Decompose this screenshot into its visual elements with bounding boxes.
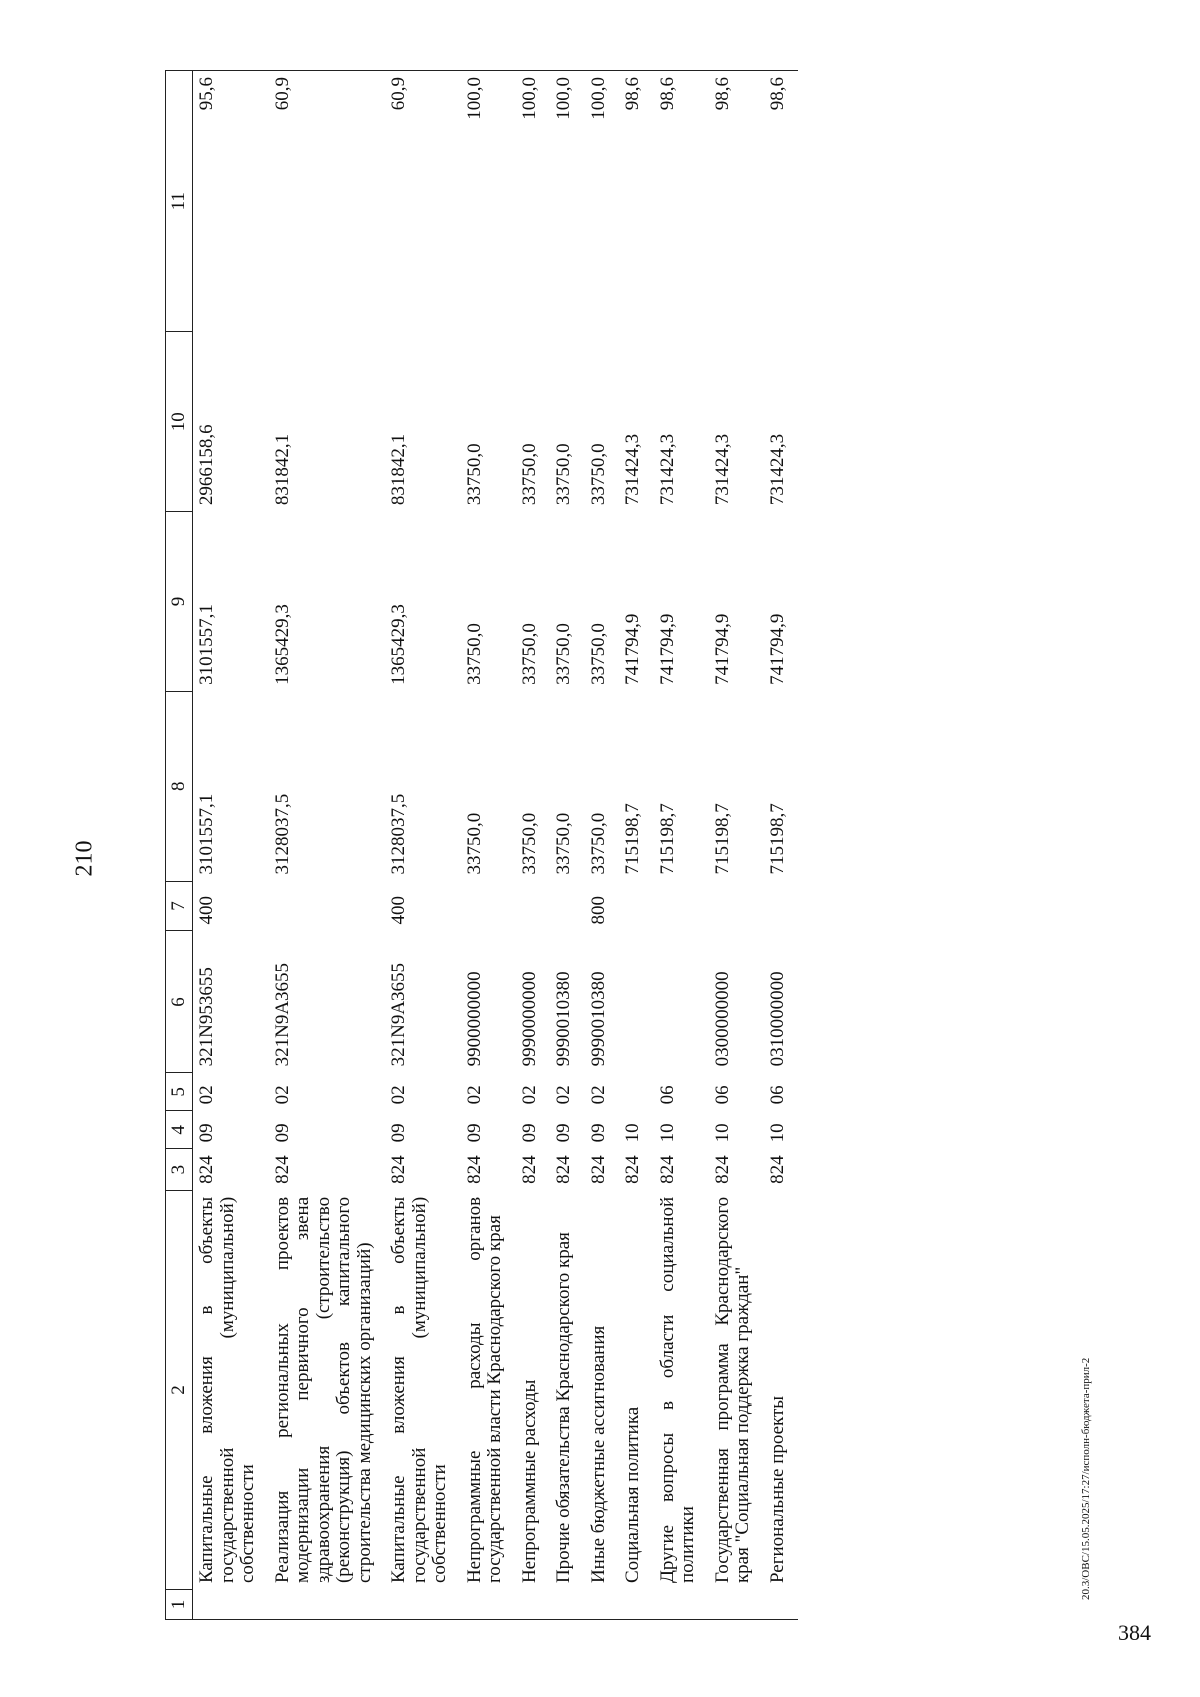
table-cell-col-10: 731424,3 [711,433,733,506]
table-cell-col-8: 33750,0 [587,812,609,875]
budget-table-rotated [165,70,1090,1620]
table-cell-col-11: 98,6 [619,71,654,332]
table-cell-col-1 [764,1590,799,1620]
table-cell-col-11: 98,6 [654,71,709,332]
table-cell-col-2: Региональные проекты [766,1395,788,1584]
table-cell-col-10: 731424,3 [766,433,788,506]
table-cell-col-11: 100,0 [585,71,620,332]
table-cell-col-5: 06 [656,1085,678,1105]
col-header-2: 2 [166,1190,193,1589]
table-cell-col-9: 741794,9 [656,613,678,685]
table-cell-col-2: Капитальные вложения в объекты государственной (муниципальной) собственности [388,1196,451,1584]
col-header-5: 5 [166,1073,193,1111]
table-cell-col-11: 95,6 [193,71,269,332]
table-cell-col-6: 9900000000 [463,971,485,1067]
table-cell-col-3: 824 [622,1155,644,1184]
table-cell-col-9: 741794,9 [622,613,644,685]
table-cell-col-2: Прочие обязательства Краснодарского края [553,1232,575,1584]
table-cell-col-7: 400 [388,896,410,925]
table-cell-col-5: 02 [587,1085,609,1105]
table-cell-col-7 [764,881,799,931]
table-cell-col-9: 1365429,3 [271,604,293,685]
table-cell-col-1 [585,1590,620,1620]
table-row [585,71,620,1620]
table-cell-col-4: 10 [656,1123,678,1143]
table-cell-col-11: 98,6 [764,71,799,332]
col-header-1: 1 [166,1590,193,1620]
table-cell-col-2: Иные бюджетные ассигнования [587,1325,609,1584]
table-cell-col-7 [709,881,764,931]
table-row [516,71,551,1620]
table-cell-col-6: 9990000000 [518,971,540,1067]
table-cell-col-3: 824 [656,1155,678,1184]
table-cell-col-9: 33750,0 [518,623,540,685]
table-cell-col-7 [269,881,386,931]
table-cell-col-5 [619,1073,654,1111]
table-cell-col-4: 09 [271,1123,293,1143]
table-cell-col-6: 321N953655 [196,967,217,1067]
table-cell-col-6: 9990010380 [553,971,575,1067]
table-cell-col-2: Реализация региональных проектов модернизации первичного звена здравоохранения (строительство (реконструкция) объектов капитального строительства медицинских организаций) [271,1196,375,1584]
table-cell-col-7: 800 [587,896,609,925]
footer-path: 20.3/ОВС/15.05.2025/17:27/исполн-бюджета-прил-2 [1080,1357,1092,1600]
table-cell-col-8: 715198,7 [622,803,644,875]
table-cell-col-4: 10 [622,1123,644,1143]
table-cell-col-6: 321N9A3655 [388,962,410,1067]
table-cell-col-5: 02 [196,1085,217,1105]
table-cell-col-3: 824 [766,1155,788,1184]
table-cell-col-3: 824 [518,1155,540,1184]
table-cell-col-8: 715198,7 [656,803,678,875]
table-cell-col-7 [461,881,516,931]
table-row [461,71,516,1620]
table-cell-col-7: 400 [196,896,217,925]
table-cell-col-9: 33750,0 [463,623,485,685]
table-cell-col-4: 09 [518,1123,540,1143]
table-cell-col-6: 0310000000 [766,971,788,1067]
col-header-10: 10 [166,332,193,512]
table-row [619,71,654,1620]
table-cell-col-10: 33750,0 [518,443,540,506]
table-row [193,71,269,1620]
table-cell-col-9: 741794,9 [711,613,733,685]
table-cell-col-8: 715198,7 [711,803,733,875]
table-cell-col-1 [461,1590,516,1620]
table-cell-col-1 [619,1590,654,1620]
table-cell-col-6 [654,931,709,1073]
table-cell-col-4: 09 [196,1123,217,1143]
table-row [709,71,764,1620]
table-cell-col-4: 10 [711,1123,733,1143]
table-cell-col-10: 33750,0 [587,443,609,506]
table-cell-col-4: 09 [388,1123,410,1143]
table-cell-col-9: 1365429,3 [388,604,410,685]
table-cell-col-6: 0300000000 [711,971,733,1067]
table-cell-col-2: Непрограммные расходы органов государственной власти Краснодарского края [463,1196,506,1584]
table-cell-col-2: Непрограммные расходы [518,1379,540,1584]
table-cell-col-9: 33750,0 [553,623,575,685]
col-header-6: 6 [166,931,193,1073]
table-cell-col-3: 824 [388,1155,410,1184]
table-cell-col-10: 831842,1 [388,433,410,506]
table-cell-col-11: 60,9 [385,71,461,332]
table-cell-col-3: 824 [553,1155,575,1184]
col-header-9: 9 [166,512,193,692]
table-cell-col-1 [709,1590,764,1620]
table-cell-col-5: 06 [766,1085,788,1105]
table-cell-col-10: 731424,3 [622,433,644,506]
table-cell-col-1 [269,1590,386,1620]
table-cell-col-6: 321N9A3655 [271,962,293,1067]
table-row [269,71,386,1620]
table-cell-col-4: 09 [587,1123,609,1143]
table-cell-col-9: 3101557,1 [196,604,217,685]
table-cell-col-1 [516,1590,551,1620]
table-cell-col-2: Другие вопросы в области социальной политики [656,1196,699,1584]
table-cell-col-3: 824 [196,1155,217,1184]
table-cell-col-1 [193,1590,269,1620]
table-cell-col-5: 02 [388,1085,410,1105]
table-cell-col-8: 33750,0 [553,812,575,875]
table-body [193,71,799,1620]
col-header-11: 11 [166,71,193,332]
table-cell-col-5: 06 [711,1085,733,1105]
table-cell-col-11: 98,6 [709,71,764,332]
table-cell-col-11: 100,0 [461,71,516,332]
col-header-7: 7 [166,881,193,931]
table-cell-col-9: 33750,0 [587,623,609,685]
table-cell-col-4: 09 [463,1123,485,1143]
table-cell-col-11: 100,0 [516,71,551,332]
table-cell-col-9: 741794,9 [766,613,788,685]
table-cell-col-7 [550,881,585,931]
table-cell-col-5: 02 [271,1085,293,1105]
table-cell-col-8: 3128037,5 [271,793,293,875]
table-cell-col-5: 02 [463,1085,485,1105]
table-cell-col-8: 3128037,5 [388,793,410,875]
table-cell-col-3: 824 [271,1155,293,1184]
table-cell-col-10: 33750,0 [463,443,485,506]
table-cell-col-8: 33750,0 [518,812,540,875]
table-cell-col-10: 831842,1 [271,433,293,506]
table-cell-col-10: 2966158,6 [196,424,217,506]
table-cell-col-1 [654,1590,709,1620]
table-cell-col-2: Государственная программа Краснодарского края "Социальная поддержка граждан" [711,1196,754,1584]
table-row [654,71,709,1620]
table-cell-col-11: 100,0 [550,71,585,332]
table-row [550,71,585,1620]
table-cell-col-4: 09 [553,1123,575,1143]
table-row [764,71,799,1620]
table-cell-col-8: 3101557,1 [196,793,217,875]
table-cell-col-3: 824 [463,1155,485,1184]
table-cell-col-4: 10 [766,1123,788,1143]
table-cell-col-3: 824 [711,1155,733,1184]
table-cell-col-1 [550,1590,585,1620]
page-number-top: 210 [71,840,98,877]
table-cell-col-1 [385,1590,461,1620]
table-cell-col-7 [619,881,654,931]
budget-table [165,70,798,1620]
table-cell-col-5: 02 [553,1085,575,1105]
table-cell-col-7 [516,881,551,931]
table-cell-col-5: 02 [518,1085,540,1105]
table-cell-col-8: 715198,7 [766,803,788,875]
col-header-8: 8 [166,691,193,881]
table-cell-col-7 [654,881,709,931]
table-row [385,71,461,1620]
table-cell-col-6: 9990010380 [587,971,609,1067]
table-cell-col-2: Капитальные вложения в объекты государственной (муниципальной) собственности [196,1196,259,1584]
page-number-bottom: 384 [1118,1620,1151,1645]
col-header-3: 3 [166,1149,193,1191]
col-header-4: 4 [166,1111,193,1149]
header-row [166,71,193,1620]
table-cell-col-10: 731424,3 [656,433,678,506]
table-cell-col-2: Социальная политика [622,1406,644,1584]
table-cell-col-6 [619,931,654,1073]
table-cell-col-10: 33750,0 [553,443,575,506]
table-cell-col-11: 60,9 [269,71,386,332]
table-cell-col-3: 824 [587,1155,609,1184]
table-cell-col-8: 33750,0 [463,812,485,875]
